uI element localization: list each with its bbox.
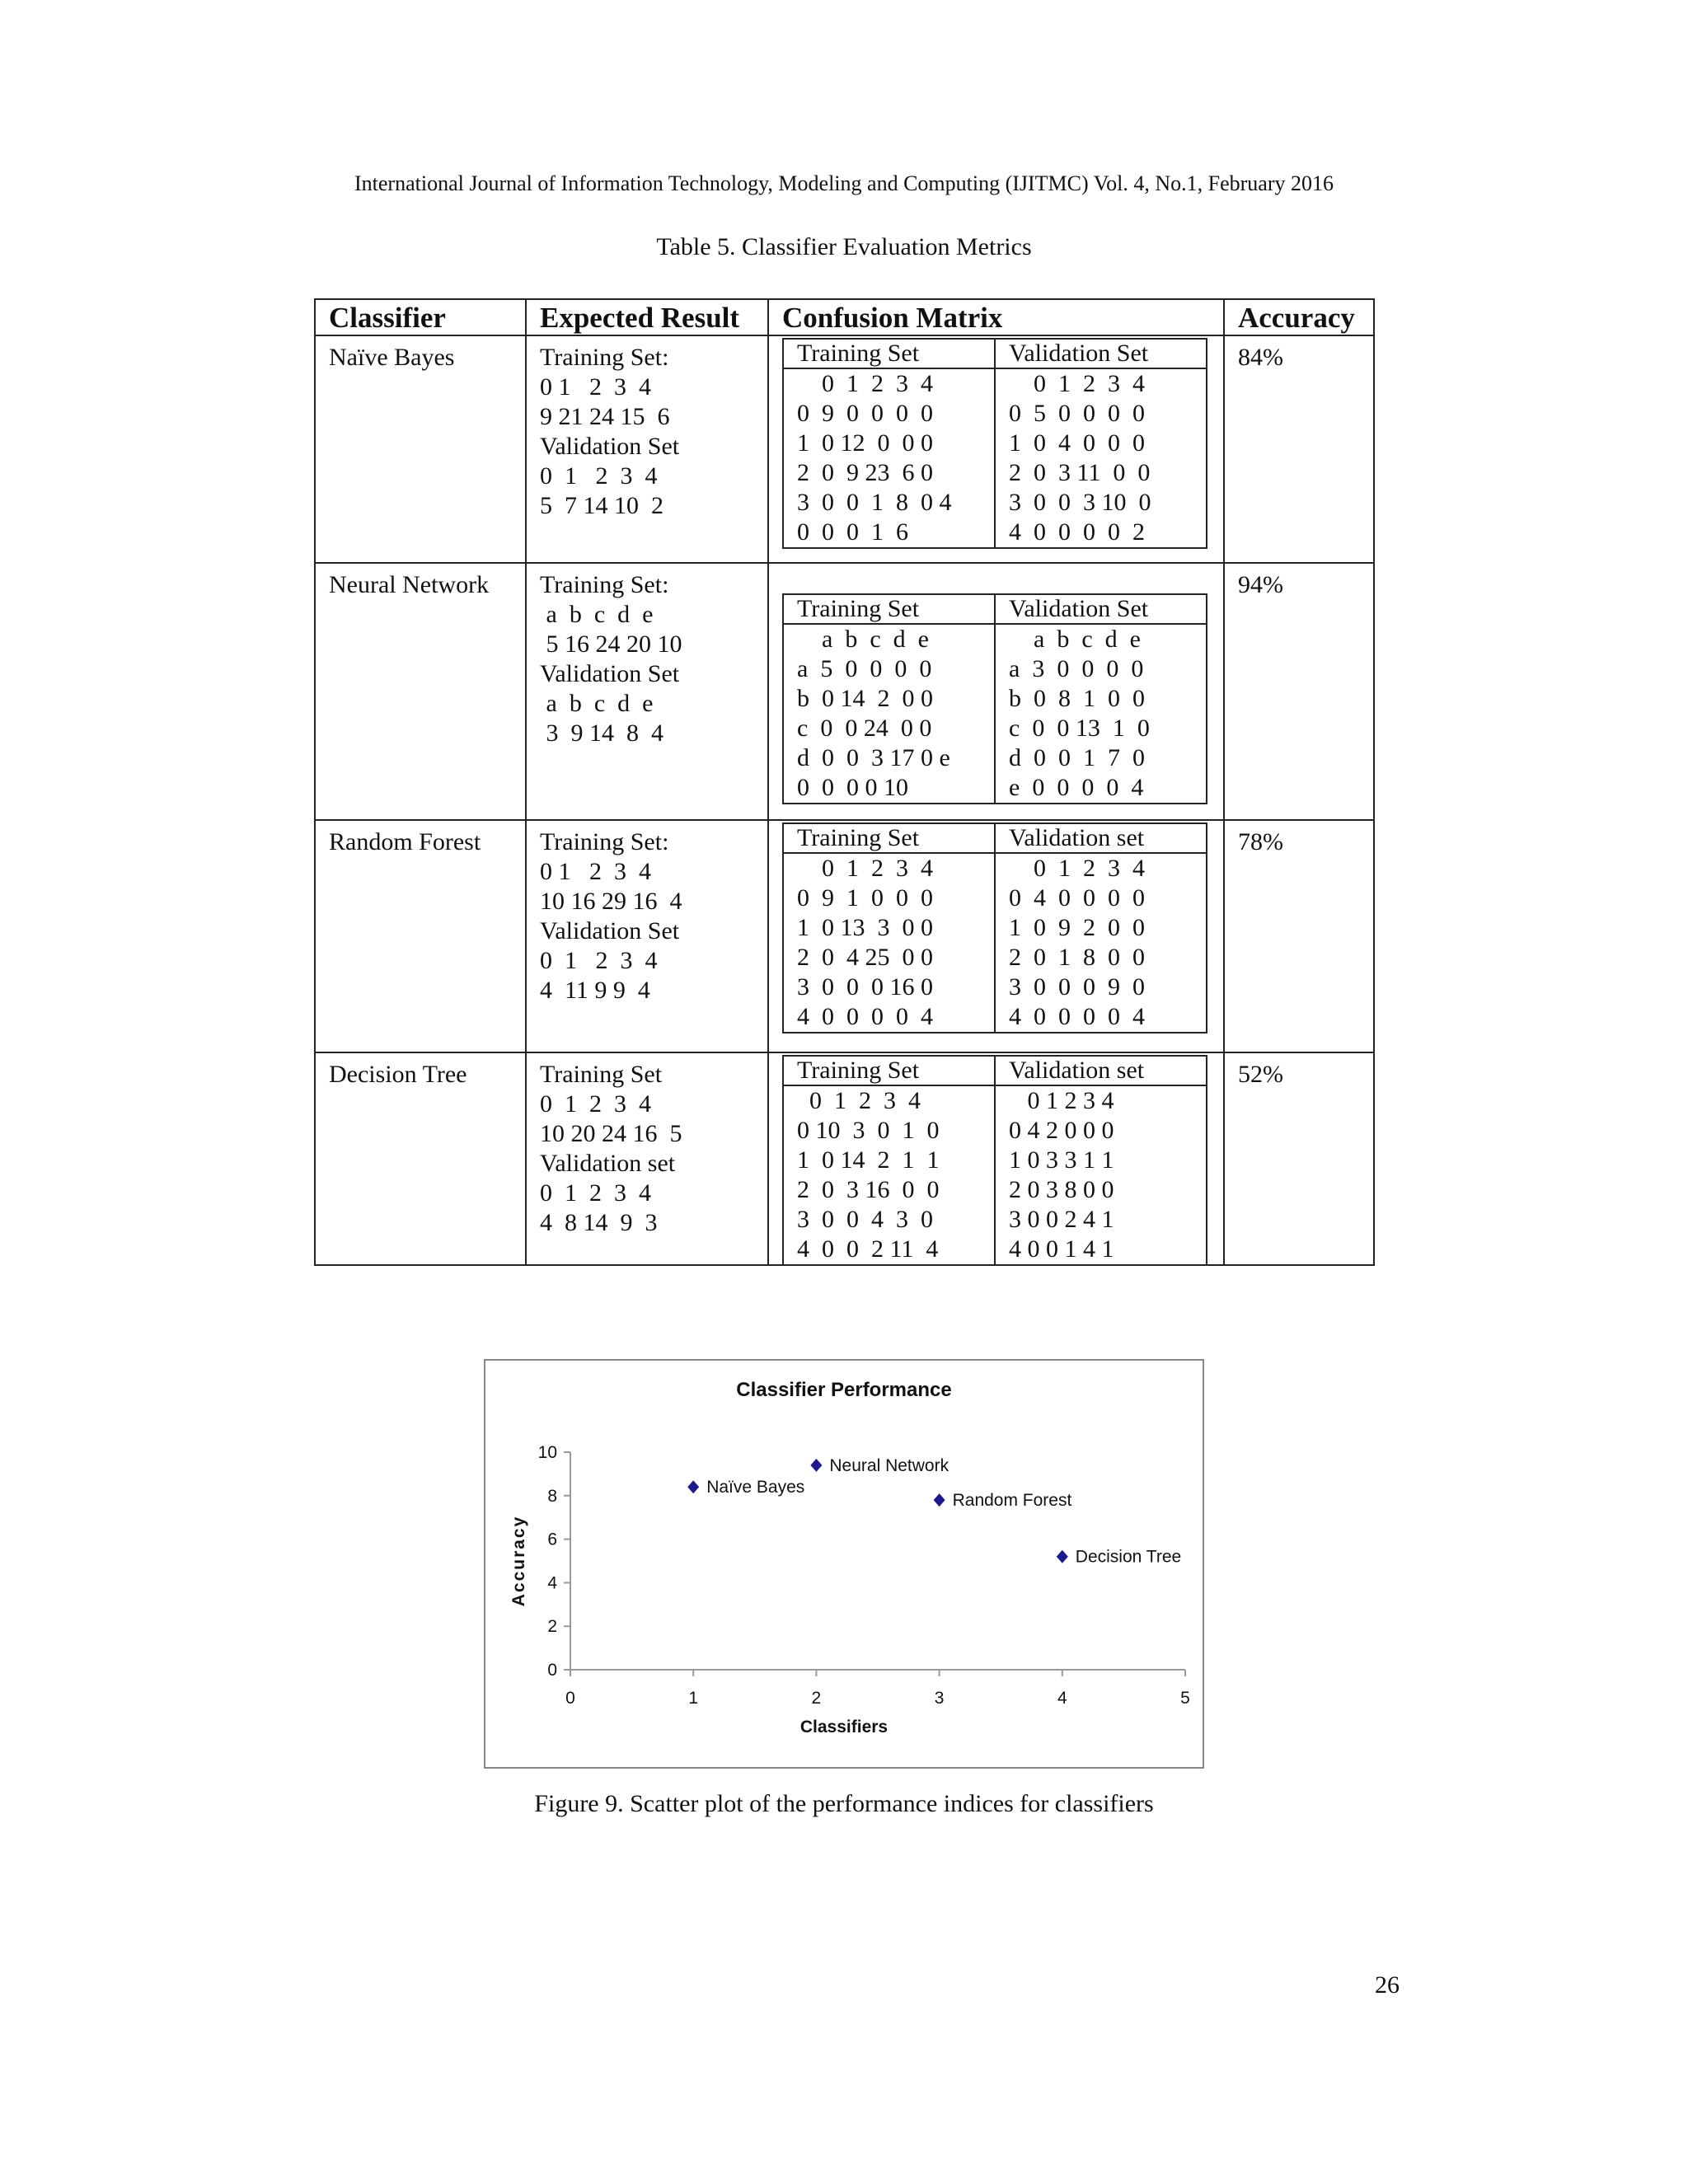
matrix-row: 0 1 2 3 4 <box>1009 370 1145 397</box>
confusion-matrix-validation <box>994 824 1206 1032</box>
training-set-title: Training Set <box>784 340 994 369</box>
table-caption: Table 5. Classifier Evaluation Metrics <box>656 233 1032 260</box>
matrix-row: 0 1 2 3 4 <box>797 370 933 397</box>
matrix-row: 0 4 0 0 0 0 <box>1009 884 1145 912</box>
matrix-row: 0 1 2 3 4 <box>1009 855 1145 882</box>
matrix-row: b 0 8 1 0 0 <box>1009 685 1145 712</box>
expected-result-line: Validation Set <box>540 917 680 944</box>
matrix-row: 0 4 2 0 0 0 <box>1009 1117 1114 1144</box>
accuracy-value: 78% <box>1224 820 1374 1052</box>
table-row <box>315 563 1374 820</box>
x-tick-label: 3 <box>934 1689 945 1708</box>
matrix-row: a 3 0 0 0 0 <box>1009 655 1144 682</box>
expected-result-line: 4 8 14 9 3 <box>540 1209 658 1236</box>
matrix-row: 0 1 2 3 4 <box>797 855 933 882</box>
matrix-row: 1 0 12 0 0 0 <box>797 429 933 457</box>
matrix-row: e 0 0 0 0 4 <box>1009 774 1144 801</box>
expected-result-line: 4 11 9 9 4 <box>540 977 650 1004</box>
y-tick-label: 4 <box>547 1573 557 1593</box>
x-tick-label: 1 <box>688 1689 699 1708</box>
table-row <box>315 1052 1374 1265</box>
scatter-point-label: Naïve Bayes <box>706 1478 805 1497</box>
matrix-row: a b c d e <box>1009 626 1141 653</box>
expected-result-line: 5 16 24 20 10 <box>540 630 682 658</box>
confusion-matrix-training <box>784 1057 994 1264</box>
table-row <box>315 820 1374 1052</box>
journal-header: International Journal of Information Technology, Modeling and Computing (IJITMC) Vol. 4, No.1, February 2016 <box>354 171 1334 195</box>
expected-result-line: 0 1 2 3 4 <box>540 858 651 885</box>
scatter-plot <box>485 1361 1203 1767</box>
training-set-title: Training Set <box>784 1057 994 1086</box>
matrix-row: a 5 0 0 0 0 <box>797 655 932 682</box>
x-axis-label: Classifiers <box>799 1718 889 1736</box>
expected-result-line: 3 9 14 8 4 <box>540 719 663 747</box>
matrix-row: 2 0 3 16 0 0 <box>797 1176 940 1203</box>
matrix-row: 3 0 0 1 8 0 4 <box>797 489 952 516</box>
expected-result-line: Training Set <box>540 1061 663 1088</box>
expected-result-cell <box>526 820 768 1052</box>
matrix-row: b 0 14 2 0 0 <box>797 685 933 712</box>
scatter-point-marker <box>1057 1550 1068 1563</box>
matrix-row: 0 0 0 1 6 <box>797 518 908 546</box>
page-number: 26 <box>1375 1971 1400 1999</box>
expected-result-line: 10 20 24 16 5 <box>540 1120 682 1147</box>
training-set-title: Training Set <box>784 824 994 854</box>
classifier-performance-chart <box>484 1359 1204 1769</box>
y-tick-label: 8 <box>547 1486 557 1506</box>
matrix-row: 2 0 1 8 0 0 <box>1009 944 1145 971</box>
header-confusion-matrix: Confusion Matrix <box>768 299 1224 335</box>
matrix-row: 0 9 0 0 0 0 <box>797 400 933 427</box>
confusion-matrix-box <box>782 593 1207 804</box>
matrix-row: 3 0 0 0 16 0 <box>797 973 933 1001</box>
matrix-row: 3 0 0 2 4 1 <box>1009 1206 1114 1233</box>
training-set-title: Training Set <box>784 595 994 625</box>
expected-result-cell <box>526 335 768 563</box>
matrix-row: 0 0 0 0 10 <box>797 774 908 801</box>
confusion-matrix-training <box>784 340 994 547</box>
expected-result-line: a b c d e <box>540 601 654 628</box>
matrix-row: 0 1 2 3 4 <box>1009 1087 1114 1114</box>
classifier-name: Naïve Bayes <box>315 335 526 563</box>
matrix-row: 0 10 3 0 1 0 <box>797 1117 940 1144</box>
matrix-row: 0 5 0 0 0 0 <box>1009 400 1145 427</box>
scatter-point-marker <box>934 1493 945 1507</box>
scatter-point-label: Neural Network <box>829 1455 950 1475</box>
classifier-name: Random Forest <box>315 820 526 1052</box>
expected-result-line: 0 1 2 3 4 <box>540 462 658 490</box>
confusion-matrix-training <box>784 595 994 803</box>
confusion-matrix-cell <box>768 1052 1224 1265</box>
matrix-row: d 0 0 3 17 0 e <box>797 744 950 771</box>
expected-result-cell <box>526 1052 768 1265</box>
x-tick-label: 5 <box>1180 1689 1190 1708</box>
expected-result-line: 10 16 29 16 4 <box>540 888 682 915</box>
matrix-row: 3 0 0 3 10 0 <box>1009 489 1151 516</box>
matrix-row: c 0 0 24 0 0 <box>797 715 932 742</box>
expected-result-line: 0 1 2 3 4 <box>540 947 658 974</box>
confusion-matrix-box <box>782 1055 1207 1266</box>
expected-result-line: 5 7 14 10 2 <box>540 492 663 519</box>
matrix-row: 1 0 9 2 0 0 <box>1009 914 1145 941</box>
expected-result-line: 9 21 24 15 6 <box>540 403 670 430</box>
header-accuracy: Accuracy <box>1224 299 1374 335</box>
x-tick-label: 2 <box>811 1689 822 1708</box>
matrix-row: 2 0 3 11 0 0 <box>1009 459 1151 486</box>
matrix-row: 2 0 9 23 6 0 <box>797 459 933 486</box>
confusion-matrix-validation <box>994 595 1206 803</box>
y-tick-label: 2 <box>547 1617 557 1637</box>
y-tick-label: 10 <box>537 1443 557 1462</box>
x-tick-label: 0 <box>565 1689 575 1708</box>
y-tick-label: 6 <box>547 1530 557 1549</box>
confusion-matrix-box <box>782 338 1207 549</box>
validation-set-title: Validation Set <box>996 340 1206 369</box>
expected-result-line: Validation Set <box>540 433 680 460</box>
scatter-point-marker <box>810 1459 822 1472</box>
matrix-row: 2 0 4 25 0 0 <box>797 944 933 971</box>
expected-result-cell <box>526 563 768 820</box>
scatter-point-label: Decision Tree <box>1075 1547 1182 1567</box>
scatter-point-label: Random Forest <box>952 1491 1072 1511</box>
validation-set-title: Validation set <box>996 1057 1206 1086</box>
classifier-name: Neural Network <box>315 563 526 820</box>
y-tick-label: 0 <box>547 1661 557 1680</box>
matrix-row: 4 0 0 2 11 4 <box>797 1235 939 1263</box>
matrix-row: 4 0 0 1 4 1 <box>1009 1235 1114 1263</box>
confusion-matrix-training <box>784 824 994 1032</box>
validation-set-title: Validation Set <box>996 595 1206 625</box>
matrix-row: c 0 0 13 1 0 <box>1009 715 1150 742</box>
matrix-row: 3 0 0 0 9 0 <box>1009 973 1145 1001</box>
expected-result-line: a b c d e <box>540 690 654 717</box>
expected-result-line: 0 1 2 3 4 <box>540 373 651 401</box>
confusion-matrix-cell <box>768 563 1224 820</box>
scatter-point-marker <box>687 1480 699 1493</box>
figure-caption: Figure 9. Scatter plot of the performance indices for classifiers <box>534 1790 1154 1817</box>
confusion-matrix-box <box>782 823 1207 1033</box>
expected-result-line: Training Set: <box>540 344 669 371</box>
accuracy-value: 84% <box>1224 335 1374 563</box>
table-header-row <box>315 299 1374 335</box>
matrix-row: 1 0 4 0 0 0 <box>1009 429 1145 457</box>
expected-result-line: 0 1 2 3 4 <box>540 1179 651 1207</box>
x-tick-label: 4 <box>1057 1689 1067 1708</box>
chart-title: Classifier Performance <box>736 1379 952 1401</box>
matrix-row: d 0 0 1 7 0 <box>1009 744 1145 771</box>
classifier-metrics-table <box>314 298 1375 1266</box>
expected-result-line: Training Set: <box>540 571 669 598</box>
matrix-row: 1 0 13 3 0 0 <box>797 914 933 941</box>
confusion-matrix-validation <box>994 340 1206 547</box>
table-row <box>315 335 1374 563</box>
matrix-row: 4 0 0 0 0 2 <box>1009 518 1145 546</box>
confusion-matrix-validation <box>994 1057 1206 1264</box>
matrix-row: 1 0 14 2 1 1 <box>797 1146 940 1174</box>
y-axis-label: Accuracy <box>509 1515 528 1607</box>
confusion-matrix-cell <box>768 335 1224 563</box>
expected-result-line: Training Set: <box>540 828 669 855</box>
header-expected-result: Expected Result <box>526 299 768 335</box>
matrix-row: 4 0 0 0 0 4 <box>1009 1003 1145 1030</box>
expected-result-line: Validation Set <box>540 660 680 687</box>
expected-result-line: 0 1 2 3 4 <box>540 1090 651 1118</box>
expected-result-line: Validation set <box>540 1150 676 1177</box>
accuracy-value: 52% <box>1224 1052 1374 1265</box>
classifier-name: Decision Tree <box>315 1052 526 1265</box>
matrix-row: 1 0 3 3 1 1 <box>1009 1146 1114 1174</box>
validation-set-title: Validation set <box>996 824 1206 854</box>
accuracy-value: 94% <box>1224 563 1374 820</box>
matrix-row: 0 1 2 3 4 <box>797 1087 921 1114</box>
matrix-row: 3 0 0 4 3 0 <box>797 1206 933 1233</box>
matrix-row: a b c d e <box>797 626 929 653</box>
header-classifier: Classifier <box>315 299 526 335</box>
confusion-matrix-cell <box>768 820 1224 1052</box>
matrix-row: 0 9 1 0 0 0 <box>797 884 933 912</box>
matrix-row: 4 0 0 0 0 4 <box>797 1003 933 1030</box>
matrix-row: 2 0 3 8 0 0 <box>1009 1176 1114 1203</box>
